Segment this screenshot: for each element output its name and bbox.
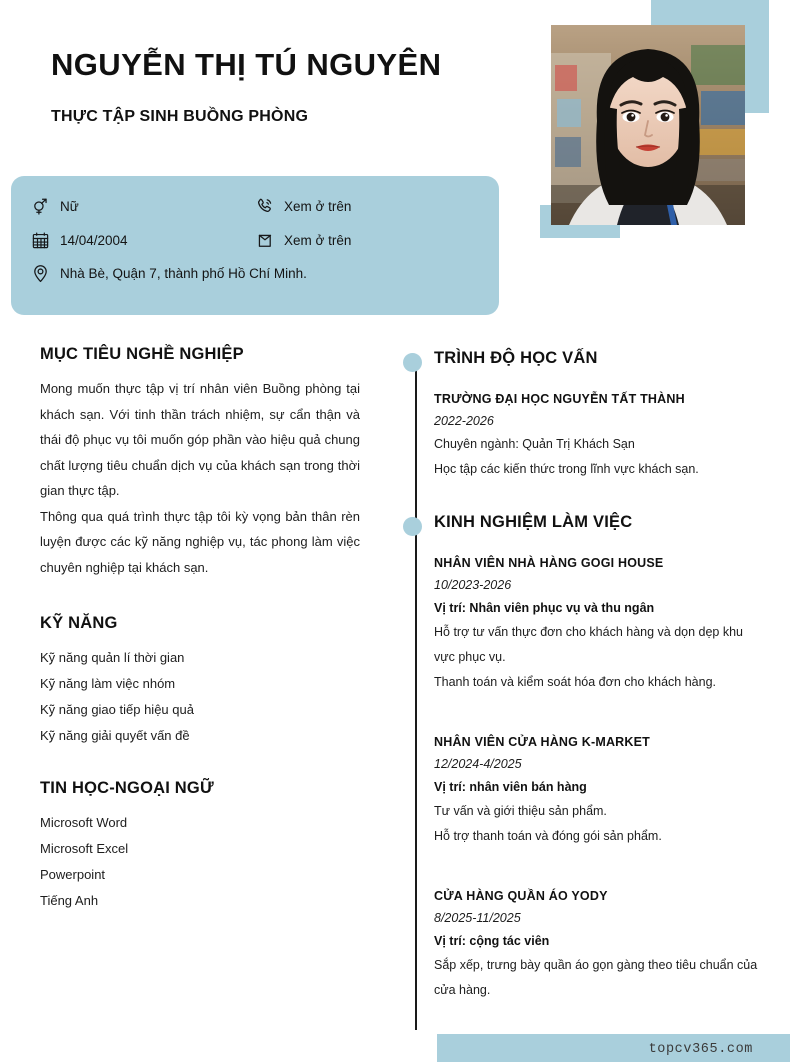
list-item: Kỹ năng giải quyết vấn đề	[40, 728, 190, 743]
timeline-dot-icon	[403, 517, 422, 536]
timeline-dot-icon	[403, 353, 422, 372]
candidate-job-title: THỰC TẬP SINH BUỒNG PHÒNG	[51, 108, 309, 125]
education-heading: TRÌNH ĐỘ HỌC VẤN	[434, 349, 598, 367]
envelope-icon	[254, 230, 275, 251]
gender-value: Nữ	[60, 199, 79, 214]
spacer	[40, 580, 360, 614]
location-pin-icon	[30, 263, 51, 284]
education-date: 2022-2026	[434, 414, 494, 428]
list-item: Kỹ năng giao tiếp hiệu quả	[40, 702, 194, 717]
list-item: Tiếng Anh	[40, 893, 99, 908]
it-language-heading: TIN HỌC-NGOẠI NGỮ	[40, 779, 214, 797]
experience-line-2: Hỗ trợ thanh toán và đóng gói sản phẩm.	[434, 829, 662, 843]
experience-role: Vị trí: nhân viên bán hàng	[434, 780, 587, 794]
info-row-email	[254, 230, 351, 251]
spacer	[40, 749, 360, 779]
experience-line-1: Hỗ trợ tư vấn thực đơn cho khách hàng và dọn dẹp khu vực phục vụ.	[434, 625, 744, 664]
education-org: TRƯỜNG ĐẠI HỌC NGUYỄN TẤT THÀNH	[434, 392, 685, 406]
list-item: Kỹ năng làm việc nhóm	[40, 676, 176, 691]
section-it-language	[40, 779, 360, 914]
section-experience	[434, 513, 764, 1003]
list-item: Microsoft Excel	[40, 841, 129, 856]
section-objective	[40, 345, 360, 580]
email-value: Xem ở trên	[284, 233, 352, 248]
section-skills	[40, 614, 360, 749]
watermark-label: topcv365.com	[648, 1042, 753, 1057]
phone-value: Xem ở trên	[284, 199, 352, 214]
experience-date: 10/2023-2026	[434, 578, 512, 592]
experience-heading: KINH NGHIỆM LÀM VIỆC	[434, 513, 633, 531]
info-row-dob	[30, 230, 128, 251]
it-language-list	[40, 810, 360, 914]
address-value: Nhà Bè, Quận 7, thành phố Hồ Chí Minh.	[60, 266, 307, 281]
objective-paragraph-2: Thông qua quá trình thực tập tôi kỳ vọng bản thân rèn luyện được các kỹ năng nghiệp vụ, tác phong làm việc chuyên nghiệp tại khách sạn.	[40, 508, 360, 575]
section-education	[434, 349, 764, 482]
gender-icon	[30, 196, 51, 217]
info-row-phone	[254, 196, 351, 217]
profile-photo	[551, 25, 745, 225]
objective-body	[40, 376, 360, 580]
education-line-1: Chuyên ngành: Quản Trị Khách Sạn	[434, 437, 635, 451]
experience-org: NHÂN VIÊN CỬA HÀNG K-MARKET	[434, 735, 650, 749]
experience-line-2: Thanh toán và kiểm soát hóa đơn cho khách hàng.	[434, 675, 716, 689]
experience-date: 8/2025-11/2025	[434, 911, 521, 925]
experience-date: 12/2024-4/2025	[434, 757, 522, 771]
experience-entry	[434, 731, 764, 849]
phone-icon	[254, 196, 275, 217]
experience-entry	[434, 552, 764, 695]
objective-paragraph-1: Mong muốn thực tập vị trí nhân viên Buồng phòng tại khách sạn. Với tinh thần trách nhiệm, sự cẩn thận và thái độ phục vụ tôi muốn góp phần vào hiệu quả chung chất lượng tiêu chuẩn dịch vụ của khách sạn trong thời gian thực tập.	[40, 381, 360, 498]
list-item: Microsoft Word	[40, 815, 128, 830]
experience-role: Vị trí: cộng tác viên	[434, 934, 550, 948]
info-row-address	[30, 263, 307, 284]
spacer	[434, 482, 764, 513]
education-line-2: Học tập các kiến thức trong lĩnh vực khách sạn.	[434, 462, 699, 476]
skills-list	[40, 645, 360, 749]
candidate-name: NGUYỄN THỊ TÚ NGUYÊN	[51, 47, 442, 82]
timeline-divider	[415, 362, 417, 1030]
objective-heading: MỤC TIÊU NGHỀ NGHIỆP	[40, 345, 244, 363]
dob-value: 14/04/2004	[60, 233, 128, 248]
contact-info-box	[11, 176, 499, 315]
spacer	[434, 849, 764, 865]
experience-role: Vị trí: Nhân viên phục vụ và thu ngân	[434, 601, 655, 615]
education-entry	[434, 388, 764, 482]
skills-heading: KỸ NĂNG	[40, 614, 118, 632]
right-column	[434, 349, 764, 1003]
list-item: Kỹ năng quản lí thời gian	[40, 650, 185, 665]
spacer	[434, 695, 764, 711]
experience-entry	[434, 885, 764, 1003]
info-row-gender	[30, 196, 79, 217]
list-item: Powerpoint	[40, 867, 106, 882]
left-column	[40, 345, 360, 914]
experience-org: NHÂN VIÊN NHÀ HÀNG GOGI HOUSE	[434, 556, 664, 570]
calendar-icon	[30, 230, 51, 251]
experience-line-1: Sắp xếp, trưng bày quần áo gọn gàng theo tiêu chuẩn của cửa hàng.	[434, 958, 758, 997]
experience-line-1: Tư vấn và giới thiệu sản phẩm.	[434, 804, 607, 818]
experience-org: CỬA HÀNG QUẦN ÁO YODY	[434, 889, 608, 903]
